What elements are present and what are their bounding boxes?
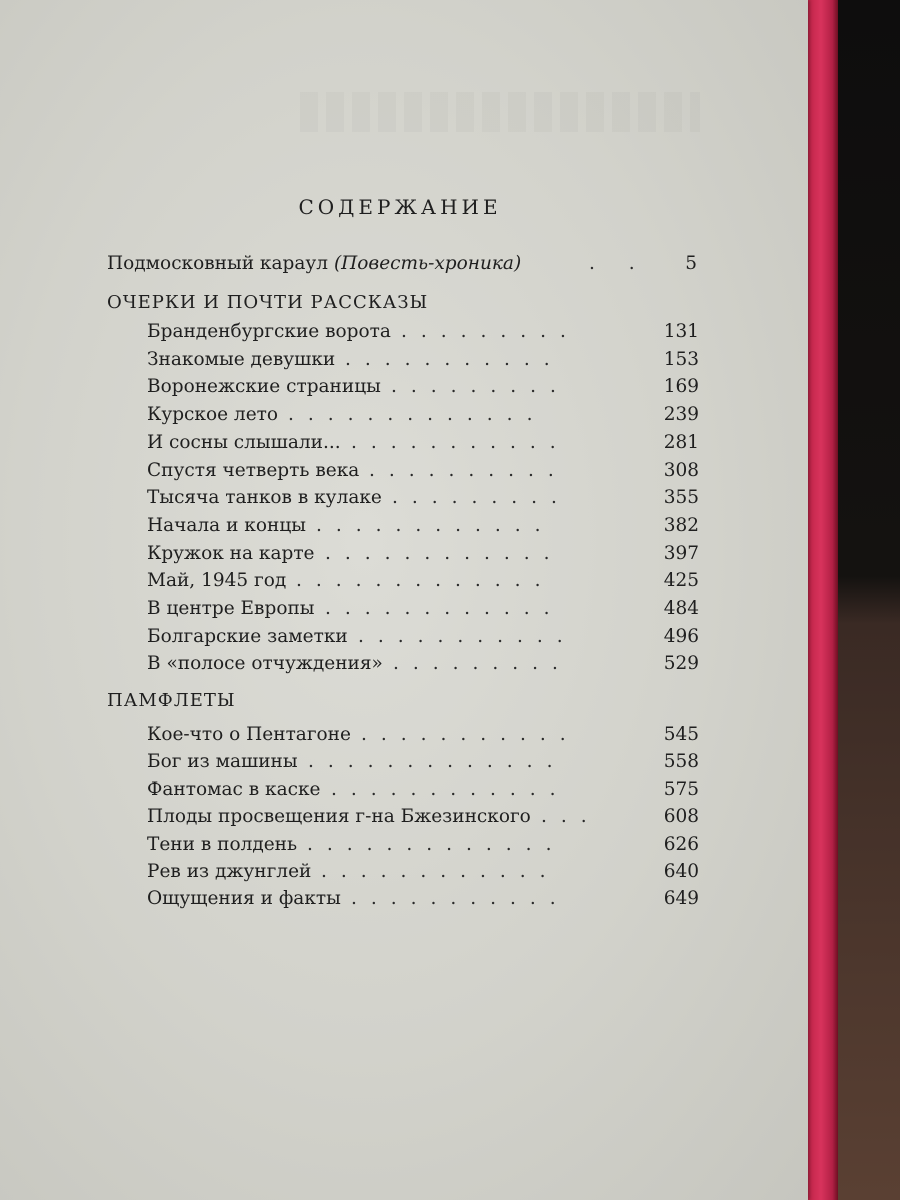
toc-entry-title: Болгарские заметки — [147, 625, 348, 647]
toc-entry-title: Фантомас в каске — [147, 778, 321, 800]
toc-entry-page: 640 — [663, 861, 699, 882]
toc-entry-title: В центре Европы — [147, 598, 315, 619]
dot-leader: ......... — [392, 487, 571, 509]
toc-entry — [147, 595, 699, 623]
toc-entry-title: Тени в полдень — [147, 833, 298, 855]
dot-leader: ... — [541, 806, 601, 828]
toc-entry-lead — [107, 250, 697, 278]
toc-entry — [147, 858, 699, 886]
toc-entry-title-group — [107, 250, 521, 278]
background-shadow — [836, 0, 900, 1200]
dot-leader: ............ — [331, 778, 570, 800]
dot-leader: ............ — [321, 861, 560, 882]
toc-entry — [147, 373, 699, 401]
toc-entry — [147, 512, 699, 540]
toc-entry — [147, 803, 699, 831]
toc-entry-page: 529 — [663, 653, 699, 675]
dot-leader: ........... — [351, 431, 570, 453]
toc-entry — [147, 540, 699, 568]
dot-leader: ........... — [358, 625, 577, 647]
toc-entry-page: 626 — [663, 833, 699, 855]
dot-leader: ......... — [401, 321, 580, 342]
dot-leader: ............. — [288, 404, 547, 426]
toc-entry — [147, 650, 699, 678]
toc-entry-page: 397 — [663, 542, 699, 564]
section-heading: ОЧЕРКИ И ПОЧТИ РАССКАЗЫ — [107, 292, 429, 313]
toc-entry — [147, 346, 699, 374]
toc-entry-page: 545 — [663, 724, 699, 745]
toc-entry-page: 169 — [663, 376, 699, 398]
toc-entry-page: 239 — [663, 404, 699, 426]
dot-leader: ........... — [345, 348, 564, 370]
toc-entry — [147, 567, 699, 595]
toc-entry — [147, 429, 699, 457]
toc-entry — [147, 776, 699, 804]
dot-leader: ............. — [296, 570, 555, 592]
toc-entry-title: Начала и концы — [147, 514, 306, 536]
toc-entry — [147, 401, 699, 429]
dot-leader: ............. — [308, 751, 567, 773]
toc-entry-title: Курское лето — [147, 404, 279, 426]
toc-entry-page: 608 — [663, 806, 699, 828]
toc-entry-title: Тысяча танков в кулаке — [147, 487, 382, 509]
dot-leader: ......... — [393, 653, 572, 675]
toc-entry-page: 382 — [663, 514, 699, 536]
toc-entry-page: 558 — [663, 751, 699, 773]
dot-leader: ........... — [361, 724, 580, 745]
toc-entry-page: 355 — [663, 487, 699, 509]
toc-entry-title: В «полосе отчуждения» — [147, 653, 383, 675]
toc-entry-page: 153 — [663, 348, 699, 370]
toc-entry — [147, 885, 699, 913]
dot-leader: ............ — [325, 542, 564, 564]
toc-entry — [147, 318, 699, 346]
toc-entry-title: Бог из машины — [147, 751, 298, 773]
toc-entry-title: Спустя четверть века — [147, 459, 360, 481]
dot-leader: ............. — [307, 833, 566, 855]
toc-entry-subtitle: (Повесть-хроника) — [333, 253, 522, 274]
dot-leader: . . — [589, 253, 649, 274]
toc-entry-title: И сосны слышали... — [147, 431, 341, 453]
toc-entry-title: Подмосковный караул — [107, 253, 329, 274]
toc-entry-page: 484 — [663, 598, 699, 619]
toc-entry — [147, 457, 699, 485]
dot-leader: ........... — [351, 888, 570, 910]
dot-leader: ......... — [391, 376, 570, 398]
toc-entry-page: 496 — [663, 625, 699, 647]
page-title: СОДЕРЖАНИЕ — [298, 195, 502, 219]
dot-leader: .......... — [369, 459, 568, 481]
toc-entry — [147, 831, 699, 859]
toc-entry-page: 308 — [663, 459, 699, 481]
toc-entry — [147, 623, 699, 651]
toc-entry-page: 575 — [663, 778, 699, 800]
toc-entry-page: 649 — [663, 888, 699, 910]
toc-entry-title: Воронежские страницы — [147, 376, 381, 398]
toc-entry-page: 131 — [663, 321, 699, 342]
toc-entry — [147, 721, 699, 749]
toc-entry-title: Плоды просвещения г-на Бжезинского — [147, 806, 531, 828]
toc-entry-title: Май, 1945 год — [147, 570, 287, 592]
toc-entry-title: Кое-что о Пентагоне — [147, 724, 351, 745]
toc-entry-page: 5 — [685, 253, 697, 274]
toc-entry-title: Ощущения и факты — [147, 888, 341, 910]
toc-entry-title: Бранденбургские ворота — [147, 321, 391, 342]
dot-leader: ............ — [316, 514, 555, 536]
toc-entry-title: Кружок на карте — [147, 542, 315, 564]
toc-entry — [147, 748, 699, 776]
toc-entry-title: Знакомые девушки — [147, 348, 336, 370]
dot-leader: ............ — [325, 598, 564, 619]
section-heading: ПАМФЛЕТЫ — [107, 690, 236, 711]
toc-entry-page: 425 — [663, 570, 699, 592]
toc-entry — [147, 484, 699, 512]
toc-entry-page: 281 — [663, 431, 699, 453]
toc-entry-title: Рев из джунглей — [147, 861, 312, 882]
